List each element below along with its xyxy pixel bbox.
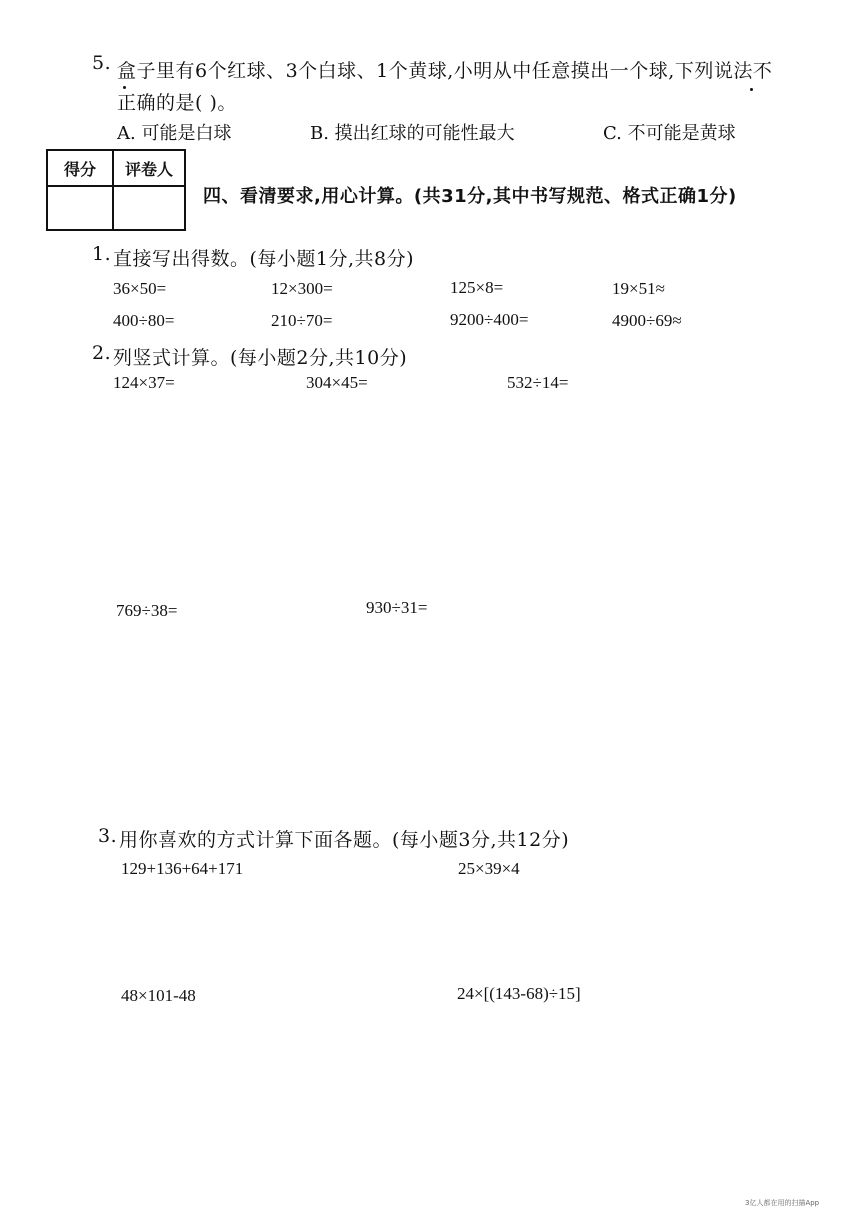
question-number: 5.: [92, 52, 112, 74]
vertical-calc-item: 304×45=: [306, 373, 368, 392]
emphasis-dot: [750, 88, 753, 91]
oral-item: 36×50=: [113, 279, 167, 298]
oral-item: 210÷70=: [271, 311, 333, 330]
free-calc-item: 129+136+64+171: [121, 859, 244, 878]
oral-item: 4900÷69≈: [612, 311, 682, 330]
oral-item: 12×300=: [271, 279, 333, 298]
score-label: 得分: [46, 149, 114, 187]
part2-title: 列竖式计算。(每小题2分,共10分): [113, 347, 408, 369]
vertical-calc-item: 124×37=: [113, 373, 175, 392]
part2-number: 2.: [92, 342, 112, 364]
question-text-line2: 正确的是( )。: [117, 92, 237, 114]
oral-item: 125×8=: [450, 278, 504, 297]
vertical-calc-item: 930÷31=: [366, 598, 428, 617]
section-title: 四、看清要求,用心计算。(共31分,其中书写规范、格式正确1分): [203, 186, 737, 207]
question-text-line1: 盒子里有6个红球、3个白球、1个黄球,小明从中任意摸出一个球,下列说法不: [117, 60, 773, 82]
vertical-calc-item: 532÷14=: [507, 373, 569, 392]
free-calc-item: 24×[(143-68)÷15]: [457, 984, 581, 1003]
option-a: A. 可能是白球: [117, 123, 232, 144]
scanner-watermark: 3亿人都在用的扫描App: [745, 1199, 820, 1207]
grader-entry[interactable]: [112, 185, 186, 231]
part3-title: 用你喜欢的方式计算下面各题。(每小题3分,共12分): [119, 829, 570, 851]
part3-number: 3.: [98, 825, 118, 847]
part1-number: 1.: [92, 243, 112, 265]
part1-title: 直接写出得数。(每小题1分,共8分): [113, 248, 415, 270]
score-entry[interactable]: [46, 185, 114, 231]
free-calc-item: 25×39×4: [458, 859, 520, 878]
emphasis-dot: [123, 86, 126, 89]
oral-item: 400÷80=: [113, 311, 175, 330]
oral-item: 9200÷400=: [450, 310, 529, 329]
oral-item: 19×51≈: [612, 279, 665, 298]
vertical-calc-item: 769÷38=: [116, 601, 178, 620]
option-c: C. 不可能是黄球: [603, 123, 736, 144]
free-calc-item: 48×101-48: [121, 986, 196, 1005]
score-box: [46, 149, 186, 231]
option-b: B. 摸出红球的可能性最大: [310, 123, 515, 144]
grader-label: 评卷人: [112, 149, 186, 187]
